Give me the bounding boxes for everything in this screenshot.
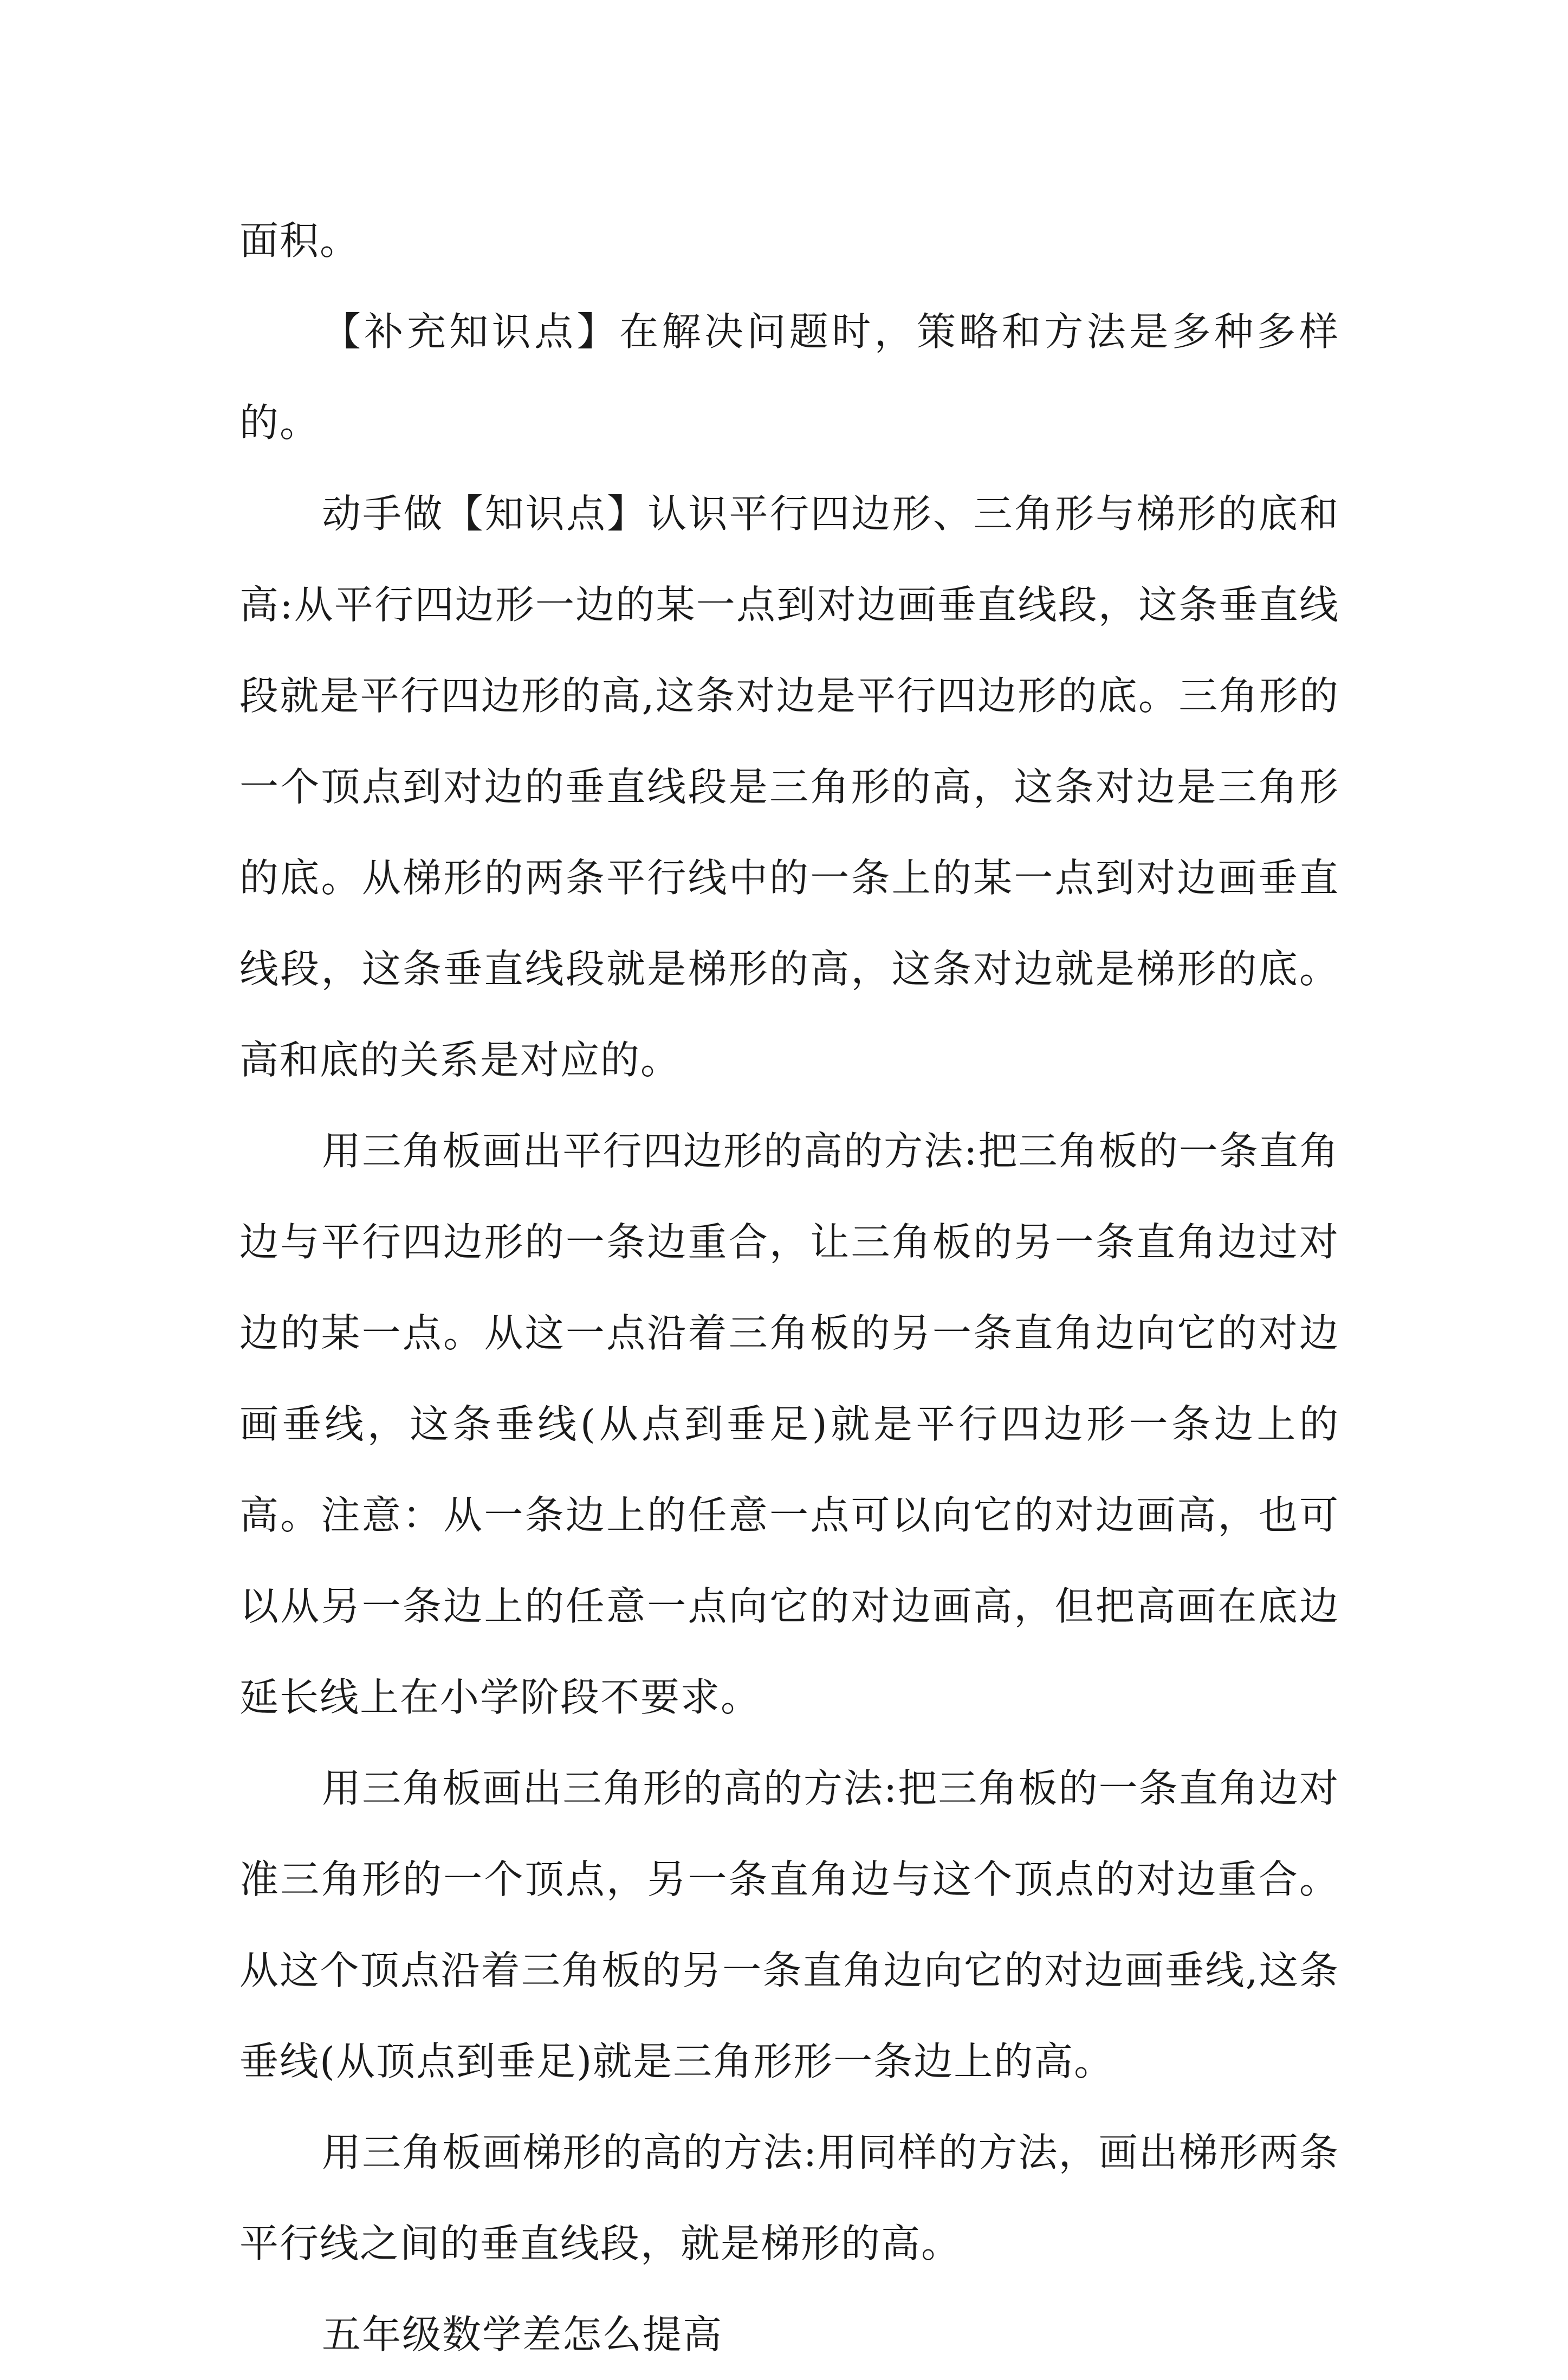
paragraph-triangle-height: 用三角板画出三角形的高的方法:把三角板的一条直角边对准三角形的一个顶点，另一条直角边与这个顶点的对边重合。从这个顶点沿着三角板的另一条直角边向它的对边画垂线,这条垂线(从顶点到垂足)就是三角形形一条边上的高。 xyxy=(239,1765,1339,2084)
paragraph-area-end: 面积。 xyxy=(239,218,360,263)
paragraph-trapezoid-height: 用三角板画梯形的高的方法:用同样的方法，画出梯形两条平行线之间的垂直线段，就是梯形的高。 xyxy=(239,2130,1339,2266)
paragraph-supplement: 【补充知识点】在解决问题时，策略和方法是多种多样的。 xyxy=(239,309,1339,445)
paragraph-parallelogram-height: 用三角板画出平行四边形的高的方法:把三角板的一条直角边与平行四边形的一条边重合，让三角板的另一条直角边过对边的某一点。从这一点沿着三角板的另一条直角边向它的对边画垂线，这条垂线(从点到垂足)就是平行四边形一条边上的高。注意：从一条边上的任意一点可以向它的对边画高，也可以从另一条边上的任意一点向它的对边画高，但把高画在底边延长线上在小学阶段不要求。 xyxy=(239,1128,1339,1720)
paragraph-heading-grade5: 五年级数学差怎么提高 xyxy=(322,2312,723,2357)
paragraph-base-and-height: 动手做【知识点】认识平行四边形、三角形与梯形的底和高:从平行四边形一边的某一点到对边画垂直线段，这条垂直线段就是平行四边形的高,这条对边是平行四边形的底。三角形的一个顶点到对边的垂直线段是三角形的高，这条对边是三角形的底。从梯形的两条平行线中的一条上的某一点到对边画垂直线段，这条垂直线段就是梯形的高，这条对边就是梯形的底。高和底的关系是对应的。 xyxy=(239,491,1339,1083)
document-page xyxy=(239,195,1339,2380)
